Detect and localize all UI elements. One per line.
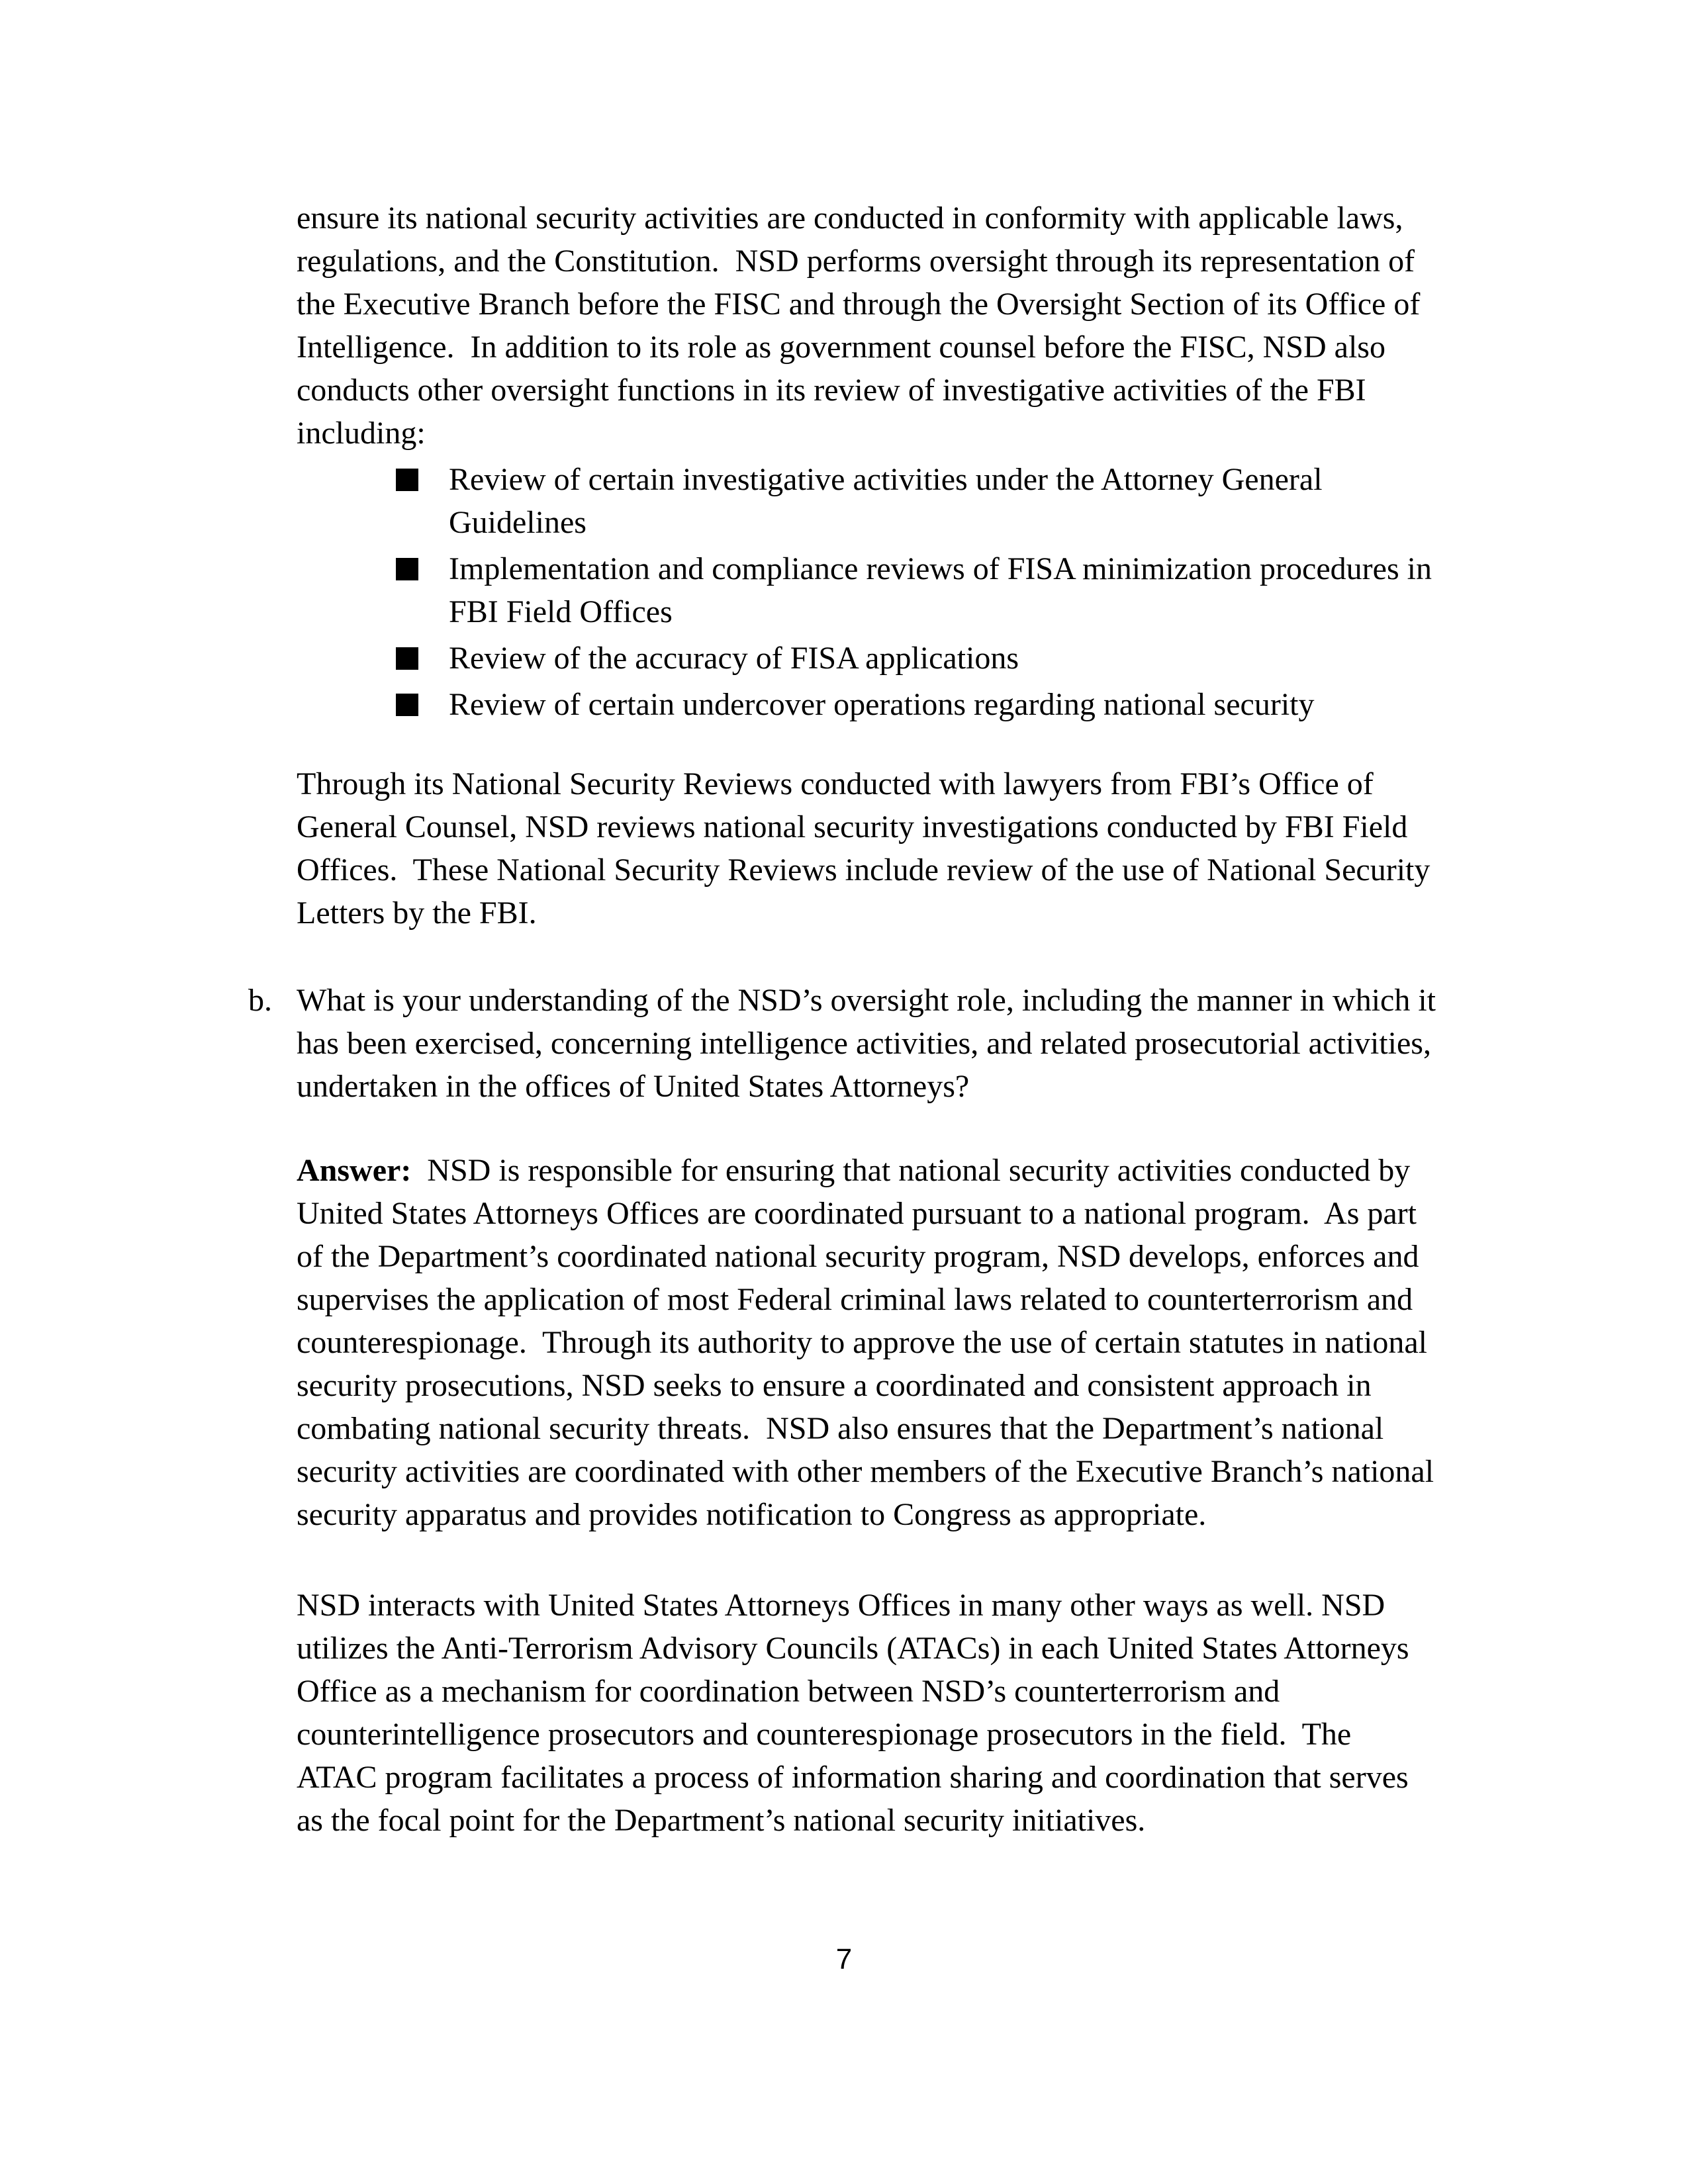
text-line: Intelligence. In addition to its role as government counsel before the FISC, NSD also <box>297 330 1385 365</box>
text-line: Review of certain undercover operations regarding national security <box>449 687 1315 722</box>
text-line: Through its National Security Reviews conducted with lawyers from FBI’s Office of <box>297 766 1374 801</box>
text-line: FBI Field Offices <box>449 594 673 629</box>
answer-paragraph <box>297 1149 1481 1536</box>
question-marker: b. <box>248 983 272 1018</box>
text-line: Offices. These National Security Reviews include review of the use of National Security <box>297 852 1430 887</box>
text-line: regulations, and the Constitution. NSD performs oversight through its representation of <box>297 244 1415 279</box>
text-line: including: <box>297 416 426 451</box>
text-line: What is your understanding of the NSD’s oversight role, including the manner in which it <box>297 983 1436 1018</box>
paragraph-national-security-reviews <box>297 762 1481 934</box>
text-line: security activities are coordinated with other members of the Executive Branch’s national <box>297 1454 1434 1489</box>
list-item <box>297 637 1481 680</box>
text-line: of the Department’s coordinated national security program, NSD develops, enforces and <box>297 1239 1419 1274</box>
text-line: supervises the application of most Federal criminal laws related to counterterrorism and <box>297 1282 1413 1317</box>
bullet-square-icon <box>396 469 418 491</box>
list-item <box>297 547 1481 633</box>
text-line: combating national security threats. NSD also ensures that the Department’s national <box>297 1411 1384 1446</box>
list-item <box>297 683 1481 726</box>
text-line: as the focal point for the Department’s national security initiatives. <box>297 1803 1146 1838</box>
text-line: counterespionage. Through its authority to approve the use of certain statutes in national <box>297 1325 1427 1360</box>
text-line: Implementation and compliance reviews of FISA minimization procedures in <box>449 551 1432 586</box>
text-line: counterintelligence prosecutors and counterespionage prosecutors in the field. The <box>297 1717 1352 1752</box>
text-line: United States Attorneys Offices are coordinated pursuant to a national program. As part <box>297 1196 1417 1231</box>
text-line: General Counsel, NSD reviews national security investigations conducted by FBI Field <box>297 809 1408 844</box>
text-line <box>297 1149 1481 1192</box>
text-line: undertaken in the offices of United States Attorneys? <box>297 1069 970 1104</box>
text-line: ensure its national security activities are conducted in conformity with applicable laws, <box>297 201 1403 236</box>
list-item <box>297 458 1481 544</box>
paragraph-oversight-continuation <box>297 197 1481 455</box>
paragraph-atac-program <box>297 1584 1481 1842</box>
text-line: Review of the accuracy of FISA applications <box>449 641 1019 676</box>
text-line: ATAC program facilitates a process of information sharing and coordination that serves <box>297 1760 1409 1795</box>
bullet-square-icon <box>396 558 418 580</box>
bullet-square-icon <box>396 694 418 716</box>
page-number: 7 <box>835 1943 853 1976</box>
answer-label: Answer: <box>297 1153 412 1188</box>
text-line: the Executive Branch before the FISC and through the Oversight Section of its Office of <box>297 287 1421 322</box>
text-line: Letters by the FBI. <box>297 895 537 931</box>
text-line: conducts other oversight functions in its review of investigative activities of the FBI <box>297 373 1366 408</box>
text-line: security apparatus and provides notification to Congress as appropriate. <box>297 1497 1207 1532</box>
question-item-b <box>248 979 1481 1108</box>
text-line: has been exercised, concerning intelligence activities, and related prosecutorial activities, <box>297 1026 1431 1061</box>
text-line: Office as a mechanism for coordination between NSD’s counterterrorism and <box>297 1674 1280 1709</box>
text-line: utilizes the Anti-Terrorism Advisory Councils (ATACs) in each United States Attorneys <box>297 1631 1409 1666</box>
answer-first-line-text: NSD is responsible for ensuring that national security activities conducted by <box>411 1153 1411 1188</box>
text-line: Guidelines <box>449 505 586 540</box>
bullet-list <box>297 458 1481 726</box>
bullet-square-icon <box>396 647 418 670</box>
text-line: Review of certain investigative activities under the Attorney General <box>449 462 1323 497</box>
text-line: security prosecutions, NSD seeks to ensure a coordinated and consistent approach in <box>297 1368 1372 1403</box>
text-line: NSD interacts with United States Attorneys Offices in many other ways as well. NSD <box>297 1588 1385 1623</box>
content-column <box>248 197 1481 1842</box>
